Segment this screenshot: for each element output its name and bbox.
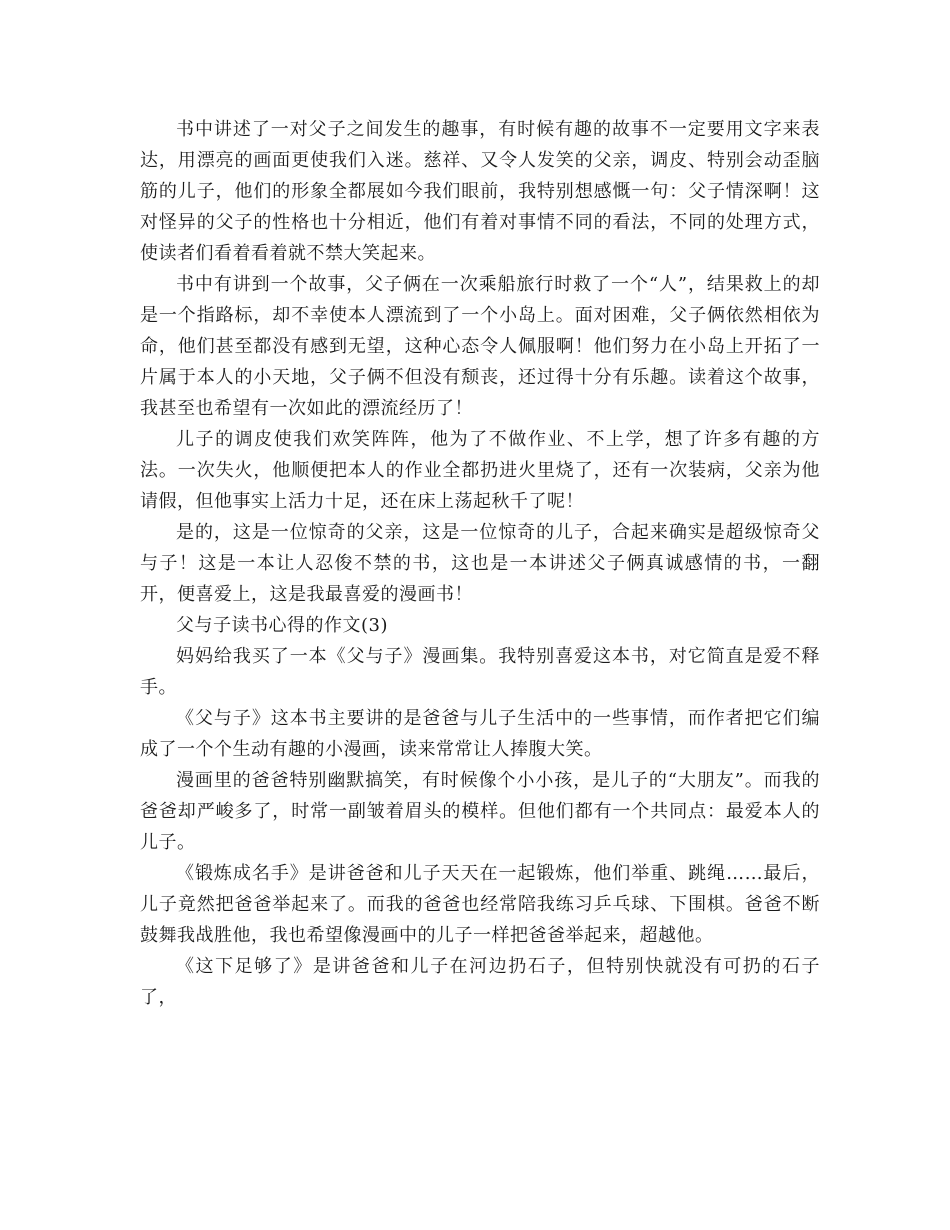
paragraph: 书中有讲到一个故事，父子俩在一次乘船旅行时救了一个“人”，结果救上的却是一个指路标，却不幸使本人漂流到了一个小岛上。面对困难，父子俩依然相依为命，他们甚至都没有感到无望，这种心态令人佩服啊！他们努力在小岛上开拓了一片属于本人的小天地，父子俩不但没有颓丧，还过得十分有乐趣。读着这个故事，我甚至也希望有一次如此的漂流经历了！ xyxy=(140,274,820,419)
paragraph: 儿子的调皮使我们欢笑阵阵，他为了不做作业、不上学，想了许多有趣的方法。一次失火，他顺便把本人的作业全都扔进火里烧了，还有一次装病，父亲为他请假，但他事实上活力十足，还在床上荡起秋千了呢！ xyxy=(140,429,820,512)
paragraph: 《这下足够了》是讲爸爸和儿子在河边扔石子，但特别快就没有可扔的石子了， xyxy=(140,956,820,1008)
paragraph: 《锻炼成名手》是讲爸爸和儿子天天在一起锻炼，他们举重、跳绳……最后，儿子竟然把爸爸举起来了。而我的爸爸也经常陪我练习乒乓球、下围棋。爸爸不断鼓舞我战胜他，我也希望像漫画中的儿子一样把爸爸举起来，超越他。 xyxy=(140,863,820,946)
section-title: 父与子读书心得的作文(3) xyxy=(176,615,388,636)
paragraph: 书中讲述了一对父子之间发生的趣事，有时候有趣的故事不一定要用文字来表达，用漂亮的画面更使我们入迷。慈祥、又令人发笑的父亲，调皮、特别会动歪脑筋的儿子，他们的形象全都展如今我们眼前，我特别想感慨一句：父子情深啊！这对怪异的父子的性格也十分相近，他们有着对事情不同的看法，不同的处理方式，使读者们看着看着就不禁大笑起来。 xyxy=(140,119,820,264)
paragraph: 《父与子》这本书主要讲的是爸爸与儿子生活中的一些事情，而作者把它们编成了一个个生动有趣的小漫画，读来常常让人捧腹大笑。 xyxy=(140,708,820,760)
document-body xyxy=(140,114,820,1013)
paragraph: 妈妈给我买了一本《父与子》漫画集。我特别喜爱这本书，对它简直是爱不释手。 xyxy=(140,646,820,698)
paragraph: 漫画里的爸爸特别幽默搞笑，有时候像个小小孩，是儿子的“大朋友”。而我的爸爸却严峻多了，时常一副皱着眉头的模样。但他们都有一个共同点：最爱本人的儿子。 xyxy=(140,770,820,853)
paragraph: 是的，这是一位惊奇的父亲，这是一位惊奇的儿子，合起来确实是超级惊奇父与子！这是一本让人忍俊不禁的书，这也是一本讲述父子俩真诚感情的书，一翻开，便喜爱上，这是我最喜爱的漫画书！ xyxy=(140,522,820,605)
